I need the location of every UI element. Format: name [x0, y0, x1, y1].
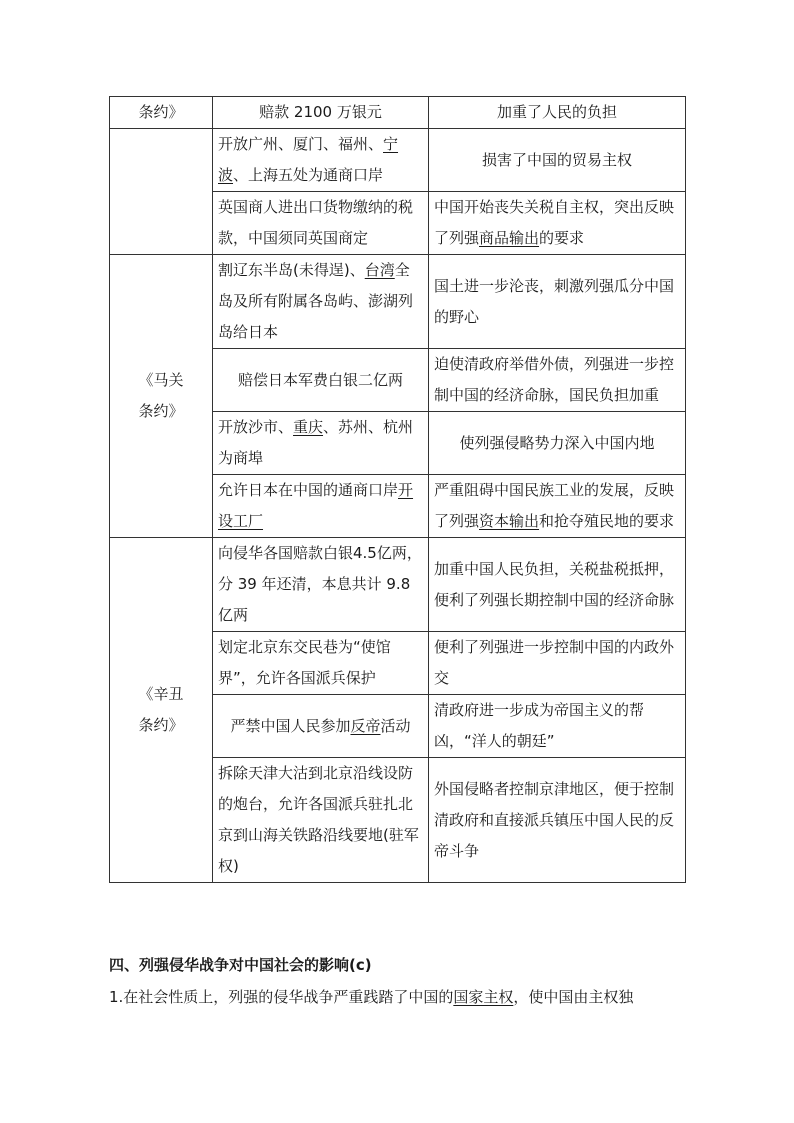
section-paragraph: 1.在社会性质上，列强的侵华战争严重践踏了中国的国家主权，使中国由主权独 [109, 988, 634, 1006]
treaty-effect: 迫使清政府举借外债，列强进一步控制中国的经济命脉，国民负担加重 [429, 349, 686, 412]
treaty-effect: 加重了人民的负担 [429, 97, 686, 129]
treaty-effect: 国土进一步沦丧，刺激列强瓜分中国的野心 [429, 255, 686, 349]
section-heading: 四、列强侵华战争对中国社会的影响(c) [109, 956, 372, 974]
treaty-content: 英国商人进出口货物缴纳的税款，中国须同英国商定 [213, 192, 429, 255]
underlined-term: 反帝 [350, 716, 381, 735]
treaty-effect: 损害了中国的贸易主权 [429, 129, 686, 192]
treaty-content: 拆除天津大沽到北京沿线设防的炮台，允许各国派兵驻扎北京到山海关铁路沿线要地(驻军权) [213, 758, 429, 883]
underlined-term: 商品输出 [479, 229, 540, 247]
underlined-term: 台湾 [364, 261, 395, 279]
treaty-name: 《辛丑 条约》 [110, 538, 213, 883]
treaty-name: 条约》 [110, 97, 213, 129]
treaty-name-empty [110, 129, 213, 255]
treaty-content: 赔偿日本军费白银二亿两 [213, 349, 429, 412]
treaty-content: 向侵华各国赔款白银4.5亿两，分 39 年还清，本息共计 9.8 亿两 [213, 538, 429, 632]
table-row [110, 129, 686, 192]
treaty-content: 允许日本在中国的通商口岸开设工厂 [213, 475, 429, 538]
treaty-content: 割辽东半岛(未得逞)、台湾全岛及所有附属各岛屿、澎湖列岛给日本 [213, 255, 429, 349]
treaty-effect: 便利了列强进一步控制中国的内政外交 [429, 632, 686, 695]
underlined-term: 重庆 [293, 418, 324, 436]
treaty-effect: 严重阻碍中国民族工业的发展，反映了列强资本输出和抢夺殖民地的要求 [429, 475, 686, 538]
underlined-term: 宁波 [218, 135, 399, 184]
table-row [110, 97, 686, 129]
underlined-term: 资本输出 [479, 512, 540, 530]
treaty-effect: 外国侵略者控制京津地区，便于控制清政府和直接派兵镇压中国人民的反帝斗争 [429, 758, 686, 883]
treaty-effect: 加重中国人民负担，关税盐税抵押，便利了列强长期控制中国的经济命脉 [429, 538, 686, 632]
treaty-effect: 使列强侵略势力深入中国内地 [429, 412, 686, 475]
underlined-term: 国家主权 [453, 988, 514, 1006]
treaty-content: 严禁中国人民参加反帝活动 [213, 695, 429, 758]
treaty-name: 《马关 条约》 [110, 255, 213, 538]
treaty-effect: 中国开始丧失关税自主权，突出反映了列强商品输出的要求 [429, 192, 686, 255]
treaty-content: 赔款 2100 万银元 [213, 97, 429, 129]
treaty-content: 开放广州、厦门、福州、宁波、上海五处为通商口岸 [213, 129, 429, 192]
underlined-term: 开设工厂 [218, 481, 414, 530]
treaty-content: 开放沙市、重庆、苏州、杭州为商埠 [213, 412, 429, 475]
table-row [110, 255, 686, 349]
treaty-effect: 清政府进一步成为帝国主义的帮凶，“洋人的朝廷” [429, 695, 686, 758]
treaty-table [109, 96, 686, 883]
table-row [110, 538, 686, 632]
treaty-content: 划定北京东交民巷为“使馆界”，允许各国派兵保护 [213, 632, 429, 695]
